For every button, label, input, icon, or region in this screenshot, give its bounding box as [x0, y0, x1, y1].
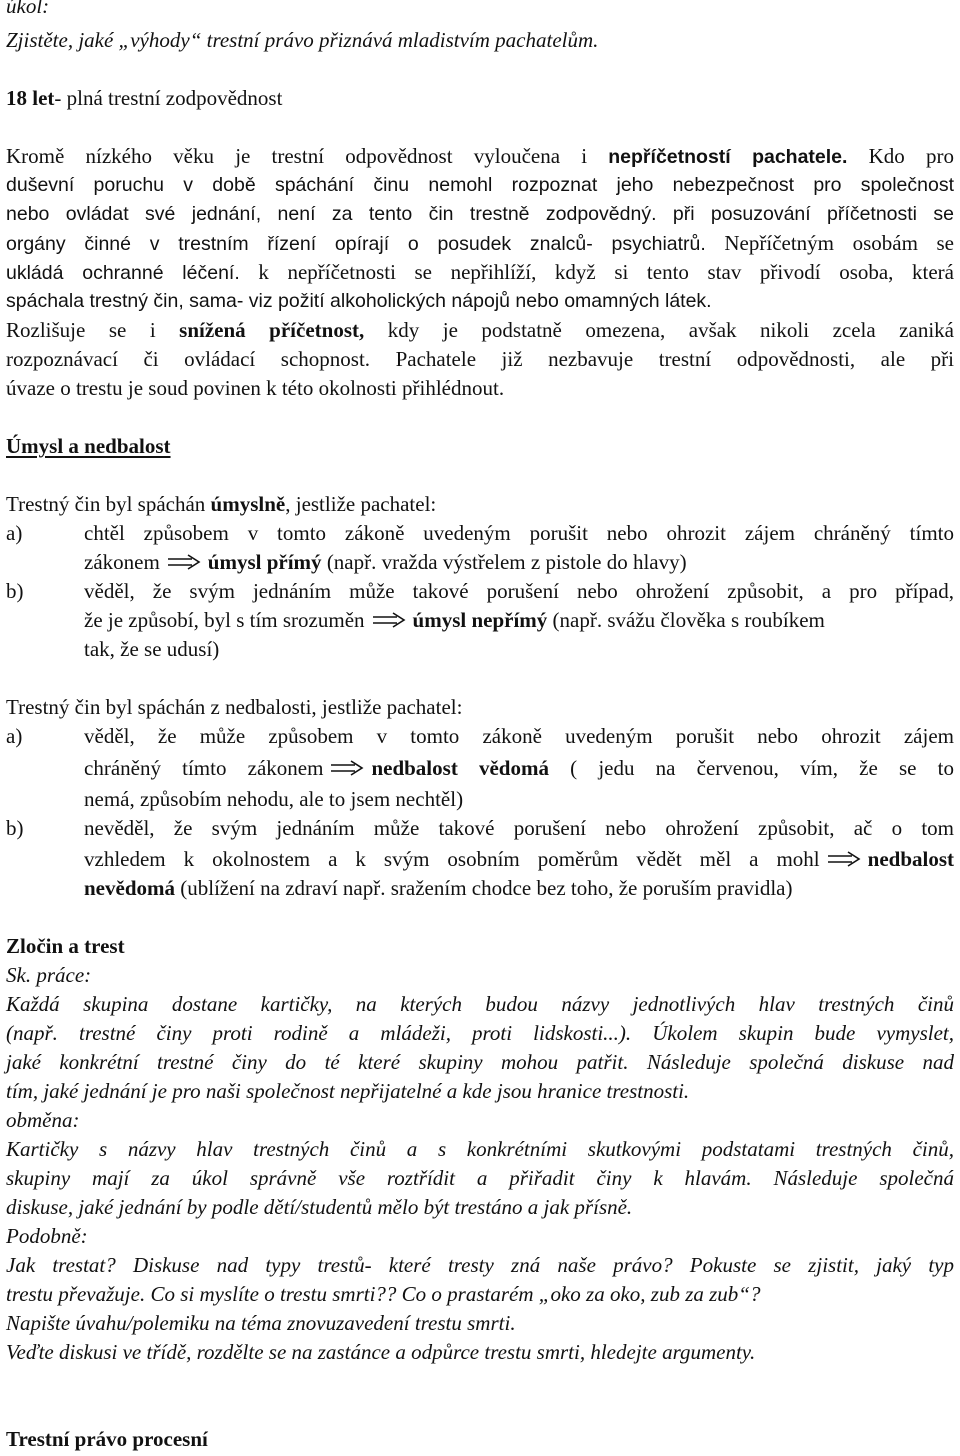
sanity-text: k nepříčetnosti se nepřihlíží, když si tento stav přivodí osoba, která [239, 260, 954, 284]
task-text: Zjistěte, jaké „výhody“ trestní právo přiznává mladistvím pachatelům. [6, 28, 599, 52]
negligence-a-text: chráněný tímto zákonem [84, 756, 324, 780]
negligence-intro: Trestný čin byl spáchán z nedbalosti, jestliže pachatel: [6, 695, 463, 719]
similar-line-3: Napište úvahu/polemiku na téma znovuzavedení trestu smrti. [6, 1311, 516, 1335]
double-arrow-icon [166, 552, 202, 572]
double-arrow-icon [826, 849, 862, 869]
sanity-text: při posuzování příčetnosti se [656, 203, 954, 225]
sanity-line-7 [6, 316, 954, 344]
sanity-line-4 [6, 229, 954, 257]
crime-heading [6, 932, 954, 960]
list-label-b: b) [6, 579, 24, 603]
variant-line-1: Kartičky s názvy hlav trestných činů a s konkrétními skutkovými podstatami trestných činů, [6, 1137, 954, 1161]
sanity-line-1 [6, 142, 954, 170]
sanity-text: nebo ovládat své jednání, není za tento čin trestně zodpovědný. [6, 203, 657, 225]
sanity-term: nepříčetností pachatele. [608, 146, 848, 168]
unconscious-negligence-term: nedbalost [867, 847, 954, 871]
intent-a-line-2 [84, 548, 954, 576]
crime-heading-text: Zločin a trest [6, 934, 125, 958]
sanity-text: orgány činné v trestním řízení opírají o posudek znalců- psychiatrů. [6, 233, 706, 255]
intent-b-line-2 [84, 606, 954, 634]
task-heading: úkol: [6, 0, 50, 18]
sanity-line-2: duševní poruchu v době spáchání činu nemohl rozpoznat jeho nebezpečnost pro společnost [6, 174, 954, 196]
sanity-line-3 [6, 200, 954, 228]
sanity-text: kdy je podstatně omezena, avšak nikoli zcela zaniká [364, 318, 954, 342]
sanity-text: Kromě nízkého věku je trestní odpovědnost vyloučena i [6, 144, 609, 168]
double-arrow-icon [371, 610, 407, 630]
double-arrow-icon [329, 758, 365, 778]
intent-a-text: (např. vražda výstřelem z pistole do hlavy) [321, 550, 687, 574]
intent-a-line-1: chtěl způsobem v tomto zákoně uvedeným porušit nebo ohrozit zájem chráněný tímto [84, 521, 954, 545]
indirect-intent-term: úmysl nepřímý [412, 608, 548, 632]
intent-intro [6, 490, 954, 518]
negligence-a-text: ( jedu na červenou, vím, že se to [548, 756, 954, 780]
negligence-b-line-2 [84, 845, 954, 873]
intent-intro-text: Trestný čin byl spáchán [6, 492, 211, 516]
intent-intro-text: , jestliže pachatel: [285, 492, 437, 516]
negligence-b-text: vzhledem k okolnostem a k svým osobním poměrům vědět měl a mohl [84, 847, 820, 871]
list-label-a: a) [6, 521, 23, 545]
group-work-line-4: tím, jaké jednání je pro naši společnost nepřijatelné a kde jsou hranice trestnosti. [6, 1079, 690, 1103]
age-18-rest: - plná trestní zodpovědnost [54, 86, 283, 110]
procedure-heading-text: Trestní právo procesní [6, 1427, 208, 1451]
intent-b-line-1: věděl, že svým jednáním může takové porušení nebo ohrožení způsobit, a pro případ, [84, 579, 954, 603]
age-18-bold: 18 let [6, 86, 55, 110]
variant-label: obměna: [6, 1108, 80, 1132]
direct-intent-term: úmysl přímý [207, 550, 322, 574]
negligence-b-text: (ublížení na zdraví např. sražením chodce bez toho, že poruším pravidla) [175, 876, 793, 900]
sanity-text: Nepříčetným osobám se [705, 231, 954, 255]
similar-label: Podobně: [6, 1224, 88, 1248]
group-work-line-3: jaké konkrétní trestné činy do té které skupiny mohou patřit. Následuje společná diskuse nad [6, 1050, 954, 1074]
list-label-b: b) [6, 816, 24, 840]
intent-heading-text: Úmysl a nedbalost [6, 434, 171, 458]
sanity-text: ukládá ochranné léčení. [6, 262, 240, 284]
similar-line-2: trestu převažuje. Co si myslíte o trestu smrti?? Co o prastarém „oko za oko, zub za zub“? [6, 1282, 761, 1306]
sanity-line-5 [6, 258, 954, 286]
list-label-a: a) [6, 724, 23, 748]
intent-term: úmyslně [210, 492, 286, 516]
reduced-sanity-term: snížená příčetnost, [179, 318, 365, 342]
conscious-negligence-term: nedbalost vědomá [371, 756, 549, 780]
similar-line-4: Veďte diskusi ve třídě, rozdělte se na zastánce a odpůrce trestu smrti, hledejte argumenty. [6, 1340, 756, 1364]
sanity-text: Rozlišuje se i [6, 318, 180, 342]
negligence-a-line-3: nemá, způsobím nehodu, ale to jsem nechtěl) [84, 787, 464, 811]
sanity-text: Kdo pro [847, 144, 954, 168]
group-work-line-2: (např. trestné činy proti rodině a mládeži, proti lidskosti...). Úkolem skupin bude vymyslet, [6, 1021, 954, 1045]
group-work-label: Sk. práce: [6, 963, 92, 987]
intent-b-text: (např. svážu člověka s roubíkem [547, 608, 825, 632]
sanity-line-8: rozpoznávací či ovládací schopnost. Pachatele již nezbavuje trestní odpovědnosti, ale při [6, 347, 954, 371]
sanity-line-6: spáchala trestný čin, sama- viz požití alkoholických nápojů nebo omamných látek. [6, 290, 712, 312]
intent-heading [6, 432, 954, 460]
negligence-b-line-1: nevěděl, že svým jednáním může takové porušení nebo ohrožení způsobit, ač o tom [84, 816, 954, 840]
intent-b-line-3: tak, že se udusí) [84, 637, 220, 661]
variant-line-3: diskuse, jaké jednání by podle dětí/studentů mělo být trestáno a jak přísně. [6, 1195, 633, 1219]
sanity-line-9: úvaze o trestu je soud povinen k této okolnosti přihlédnout. [6, 376, 505, 400]
procedure-heading [6, 1425, 954, 1453]
intent-a-text: zákonem [84, 550, 160, 574]
unconscious-negligence-term: nevědomá [84, 876, 175, 900]
negligence-a-line-2 [84, 754, 954, 782]
negligence-a-line-1: věděl, že může způsobem v tomto zákoně uvedeným porušit nebo ohrozit zájem [84, 724, 954, 748]
group-work-line-1: Každá skupina dostane kartičky, na kterých budou názvy jednotlivých hlav trestných činů [6, 992, 954, 1016]
similar-line-1: Jak trestat? Diskuse nad typy trestů- které tresty zná naše právo? Pokuste se zjistit, jaký typ [6, 1253, 954, 1277]
intent-b-text: že je způsobí, byl s tím srozuměn [84, 608, 365, 632]
negligence-b-line-3 [84, 874, 954, 902]
age-18-line [6, 84, 954, 112]
variant-line-2: skupiny mají za úkol správně vše roztřídit a přiřadit činy k hlavám. Následuje společná [6, 1166, 954, 1190]
